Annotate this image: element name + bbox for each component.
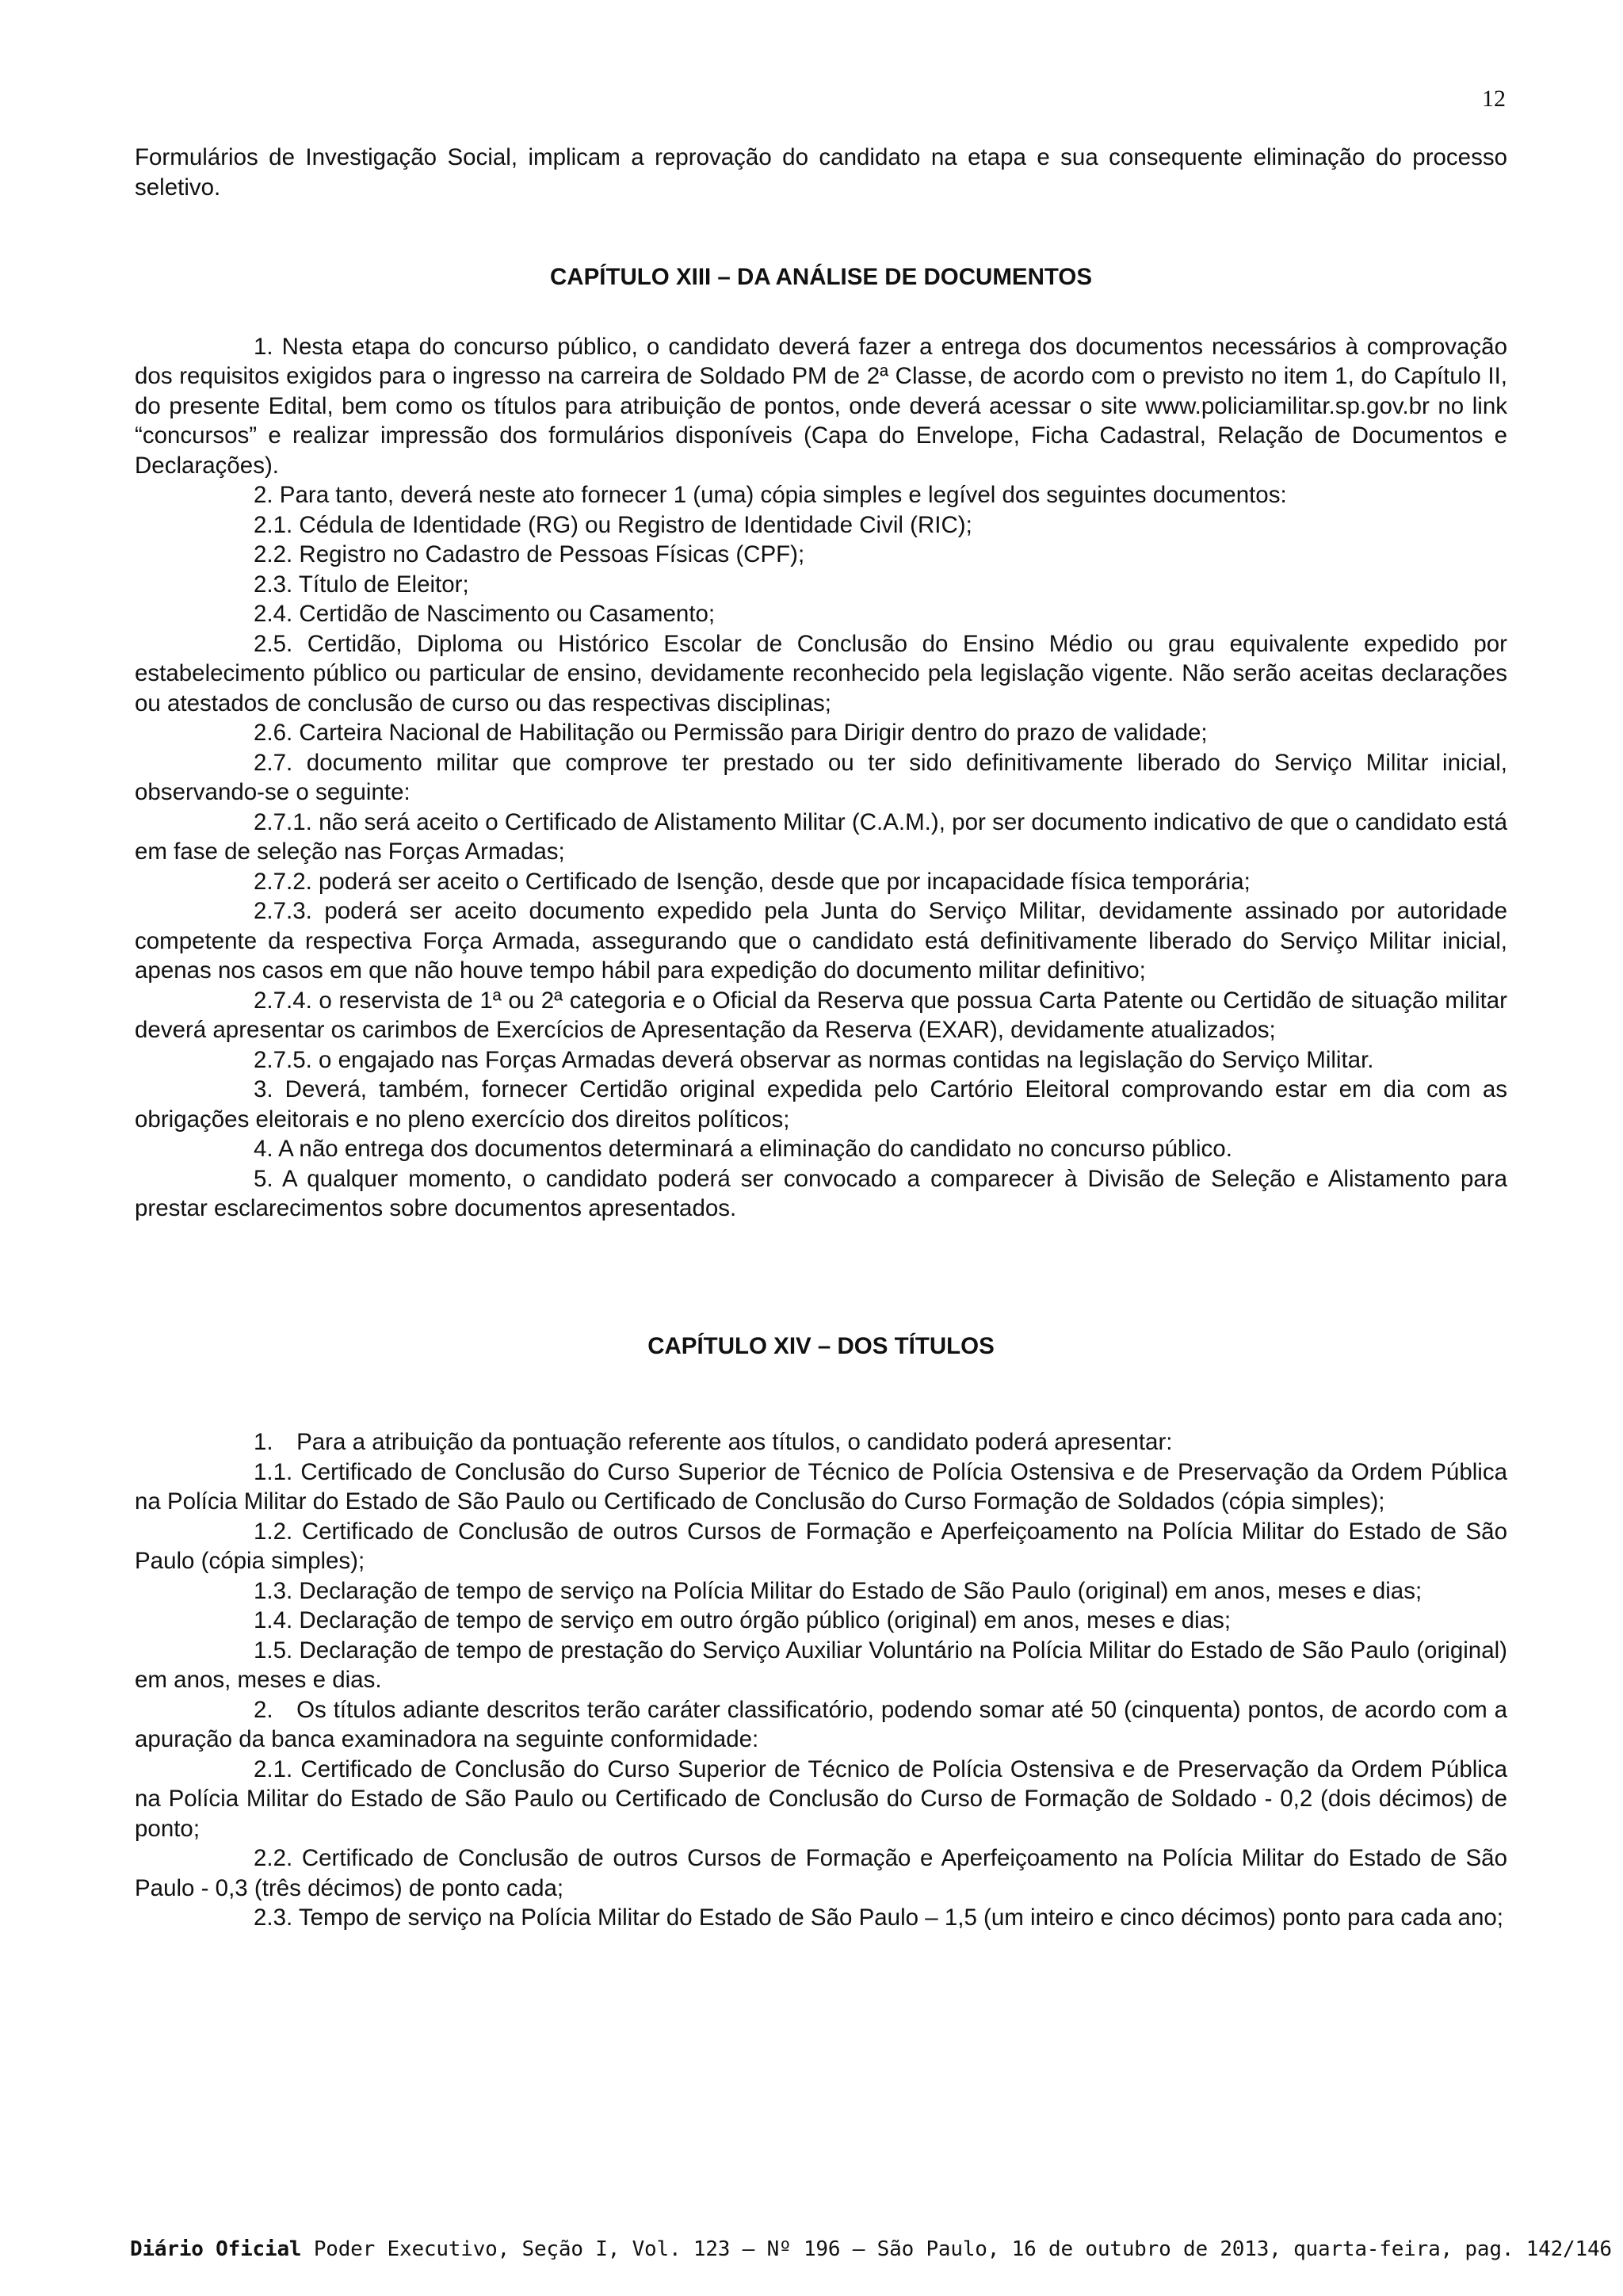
list-item: 1. Para a atribuição da pontuação referente aos títulos, o candidato poderá apresentar: <box>254 1429 1173 1455</box>
footer-text: Poder Executivo, Seção I, Vol. 123 – Nº 196 – São Paulo, 16 de outubro de 2013, quarta-feira, pag. 142/146 <box>301 2237 1612 2261</box>
document-body <box>135 143 1507 1933</box>
paragraph: 2.7.3. poderá ser aceito documento expedido pela Junta do Serviço Militar, devidamente assinado por autoridade competente da respectiva Força Armada, assegurando que o candidato está definitivamente liberado do Serviço Militar inicial, apenas nos casos em que não houve tempo hábil para expedição do documento militar definitivo; <box>135 898 1507 984</box>
list-item: 2.3. Título de Eleitor; <box>254 571 469 598</box>
paragraph: 1.5. Declaração de tempo de prestação do Serviço Auxiliar Voluntário na Polícia Militar do Estado de São Paulo (original) em anos, meses e dias. <box>135 1637 1507 1693</box>
paragraph: 2.1. Certificado de Conclusão do Curso Superior de Técnico de Polícia Ostensiva e de Preservação da Ordem Pública na Polícia Militar do Estado de São Paulo ou Certificado de Conclusão do Curso de Formação de Soldado - 0,2 (dois décimos) de ponto; <box>135 1755 1507 1842</box>
paragraph: 2.7.4. o reservista de 1ª ou 2ª categoria e o Oficial da Reserva que possua Carta Patente ou Certidão de situação militar deverá apresentar os carimbos de Exercícios de Apresentação da Reserva (EXAR), devidamente atualizados; <box>135 987 1507 1043</box>
list-item: 2.4. Certidão de Nascimento ou Casamento; <box>254 601 716 627</box>
footer-brand: Diário Oficial <box>130 2237 302 2261</box>
paragraph: 2.2. Certificado de Conclusão de outros Cursos de Formação e Aperfeiçoamento na Polícia Militar do Estado de São Paulo - 0,3 (três décimos) de ponto cada; <box>135 1845 1507 1901</box>
paragraph: 2. Os títulos adiante descritos terão caráter classificatório, podendo somar até 50 (cinquenta) pontos, de acordo com a apuração da banca examinadora na seguinte conformidade: <box>135 1696 1507 1752</box>
page-footer <box>130 2237 1612 2261</box>
list-item: 2.7.2. poderá ser aceito o Certificado de Isenção, desde que por incapacidade física temporária; <box>254 868 1251 895</box>
list-item: 2. Para tanto, deverá neste ato fornecer 1 (uma) cópia simples e legível dos seguintes documentos: <box>254 482 1287 508</box>
chapter-heading: CAPÍTULO XIII – DA ANÁLISE DE DOCUMENTOS <box>549 264 1093 290</box>
list-item: 4. A não entrega dos documentos determinará a eliminação do candidato no concurso público. <box>254 1136 1232 1162</box>
page-number: 12 <box>1482 86 1506 112</box>
paragraph: 2.3. Tempo de serviço na Polícia Militar do Estado de São Paulo – 1,5 (um inteiro e cinco décimos) ponto para cada ano; <box>254 1904 1503 1931</box>
paragraph: Formulários de Investigação Social, implicam a reprovação do candidato na etapa e sua consequente eliminação do processo seletivo. <box>135 144 1507 201</box>
paragraph: 1.2. Certificado de Conclusão de outros Cursos de Formação e Aperfeiçoamento na Polícia Militar do Estado de São Paulo (cópia simples); <box>135 1518 1507 1574</box>
paragraph: 2.5. Certidão, Diploma ou Histórico Escolar de Conclusão do Ensino Médio ou grau equivalente expedido por estabelecimento público ou particular de ensino, devidamente reconhecido pela legislação vigente. Não serão aceitas declarações ou atestados de conclusão de curso ou das respectivas disciplinas; <box>135 630 1507 716</box>
list-item: 2.1. Cédula de Identidade (RG) ou Registro de Identidade Civil (RIC); <box>254 511 972 538</box>
paragraph: 2.7. documento militar que comprove ter prestado ou ter sido definitivamente liberado do Serviço Militar inicial, observando-se o seguinte: <box>135 749 1507 805</box>
paragraph: 2.7.5. o engajado nas Forças Armadas deverá observar as normas contidas na legislação do Serviço Militar. <box>254 1046 1374 1073</box>
paragraph: 1.1. Certificado de Conclusão do Curso Superior de Técnico de Polícia Ostensiva e de Preservação da Ordem Pública na Polícia Militar do Estado de São Paulo ou Certificado de Conclusão do Curso Formação de Soldados (cópia simples); <box>135 1458 1507 1515</box>
list-item: 1.4. Declaração de tempo de serviço em outro órgão público (original) em anos, meses e dias; <box>254 1607 1232 1633</box>
list-item: 2.2. Registro no Cadastro de Pessoas Físicas (CPF); <box>254 541 805 567</box>
paragraph: 1.3. Declaração de tempo de serviço na Polícia Militar do Estado de São Paulo (original) em anos, meses e dias; <box>254 1577 1423 1604</box>
paragraph: 3. Deverá, também, fornecer Certidão original expedida pelo Cartório Eleitoral comprovando estar em dia com as obrigações eleitorais e no pleno exercício dos direitos políticos; <box>135 1076 1507 1133</box>
paragraph: 5. A qualquer momento, o candidato poderá ser convocado a comparecer à Divisão de Seleção e Alistamento para prestar esclarecimentos sobre documentos apresentados. <box>135 1165 1507 1221</box>
paragraph: 1. Nesta etapa do concurso público, o candidato deverá fazer a entrega dos documentos necessários à comprovação dos requisitos exigidos para o ingresso na carreira de Soldado PM de 2ª Classe, de acordo com o previsto no item 1, do Capítulo II, do presente Edital, bem como os títulos para atribuição de pontos, onde deverá acessar o site www.policiamilitar.sp.gov.br no link “concursos” e realizar impressão dos formulários disponíveis (Capa do Envelope, Ficha Cadastral, Relação de Documentos e Declarações). <box>135 333 1507 479</box>
paragraph: 2.7.1. não será aceito o Certificado de Alistamento Militar (C.A.M.), por ser documento indicativo de que o candidato está em fase de seleção nas Forças Armadas; <box>135 808 1507 865</box>
list-item: 2.6. Carteira Nacional de Habilitação ou Permissão para Dirigir dentro do prazo de validade; <box>254 720 1208 746</box>
chapter-heading: CAPÍTULO XIV – DOS TÍTULOS <box>647 1332 995 1359</box>
